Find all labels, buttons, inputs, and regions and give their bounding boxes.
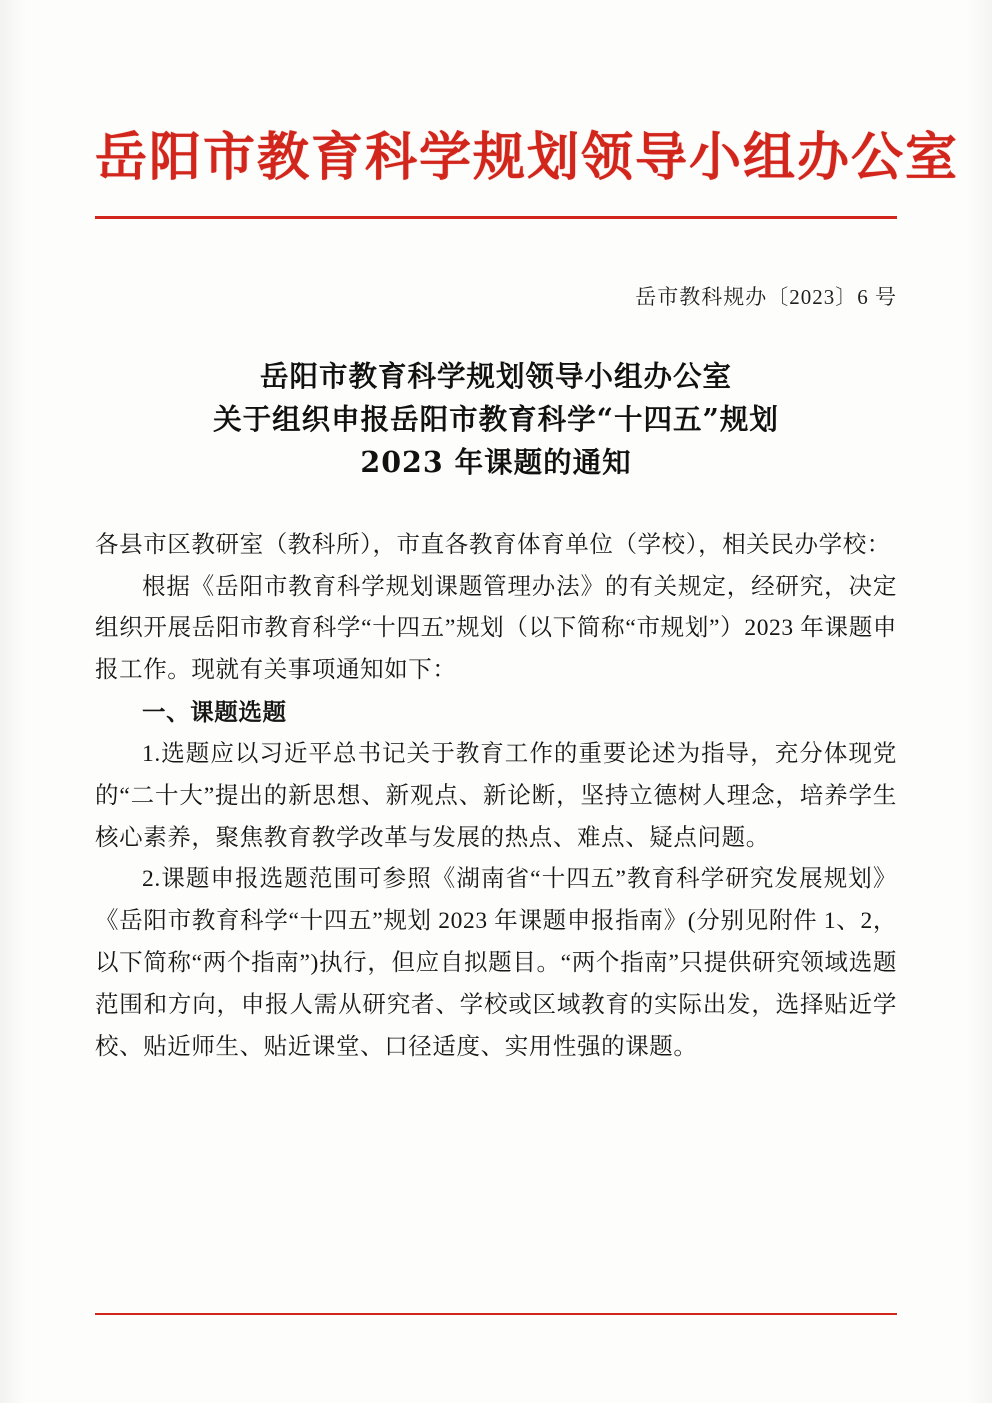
paragraph-preamble: 根据《岳阳市教育科学规划课题管理办法》的有关规定，经研究，决定组织开展岳阳市教育科学“十四五”规划（以下简称“市规划”）2023 年课题申报工作。现就有关事项通知如下： [95,573,897,684]
paragraph-item-1: 1.选题应以习近平总书记关于教育工作的重要论述为指导，充分体现党的“二十大”提出的新思想、新观点、新论断，坚持立德树人理念，培养学生核心素养，聚焦教育教学改革与发展的热点、难点、疑点问题。 [95,740,897,851]
paragraph-addressee: 各县市区教研室（教科所），市直各教育体育单位（学校），相关民办学校： [95,531,891,558]
scan-edge-left [0,0,26,1403]
document-headline [95,355,897,485]
scan-edge-right [966,0,992,1403]
footer-divider [95,1313,897,1315]
paragraph-item-2: 2.课题申报选题范围可参照《湖南省“十四五”教育科学研究发展规划》《岳阳市教育科学“十四五”规划 2023 年课题申报指南》(分别见附件 1、2，以下简称“两个指南”)执行，但应自拟题目。“两个指南”只提供研究领域选题范围和方向，申报人需从研究者、学校或区域教育的实际出发，选择贴近学校、贴近师生、贴近课堂、口径适度、实用性强的课题。 [95,866,897,1060]
section-heading-1: 一、课题选题 [142,698,287,727]
document-body [95,525,897,1069]
document-number: 岳市教科规办〔2023〕6 号 [635,284,897,309]
letterhead [95,0,960,219]
letterhead-title: 岳阳市教育科学规划领导小组办公室 [95,127,960,188]
letterhead-divider [95,216,897,219]
headline-line-3: 2023 年课题的通知 [360,445,632,480]
headline-line-2: 关于组织申报岳阳市教育科学“十四五”规划 [213,402,779,437]
headline-line-1: 岳阳市教育科学规划领导小组办公室 [259,358,732,393]
